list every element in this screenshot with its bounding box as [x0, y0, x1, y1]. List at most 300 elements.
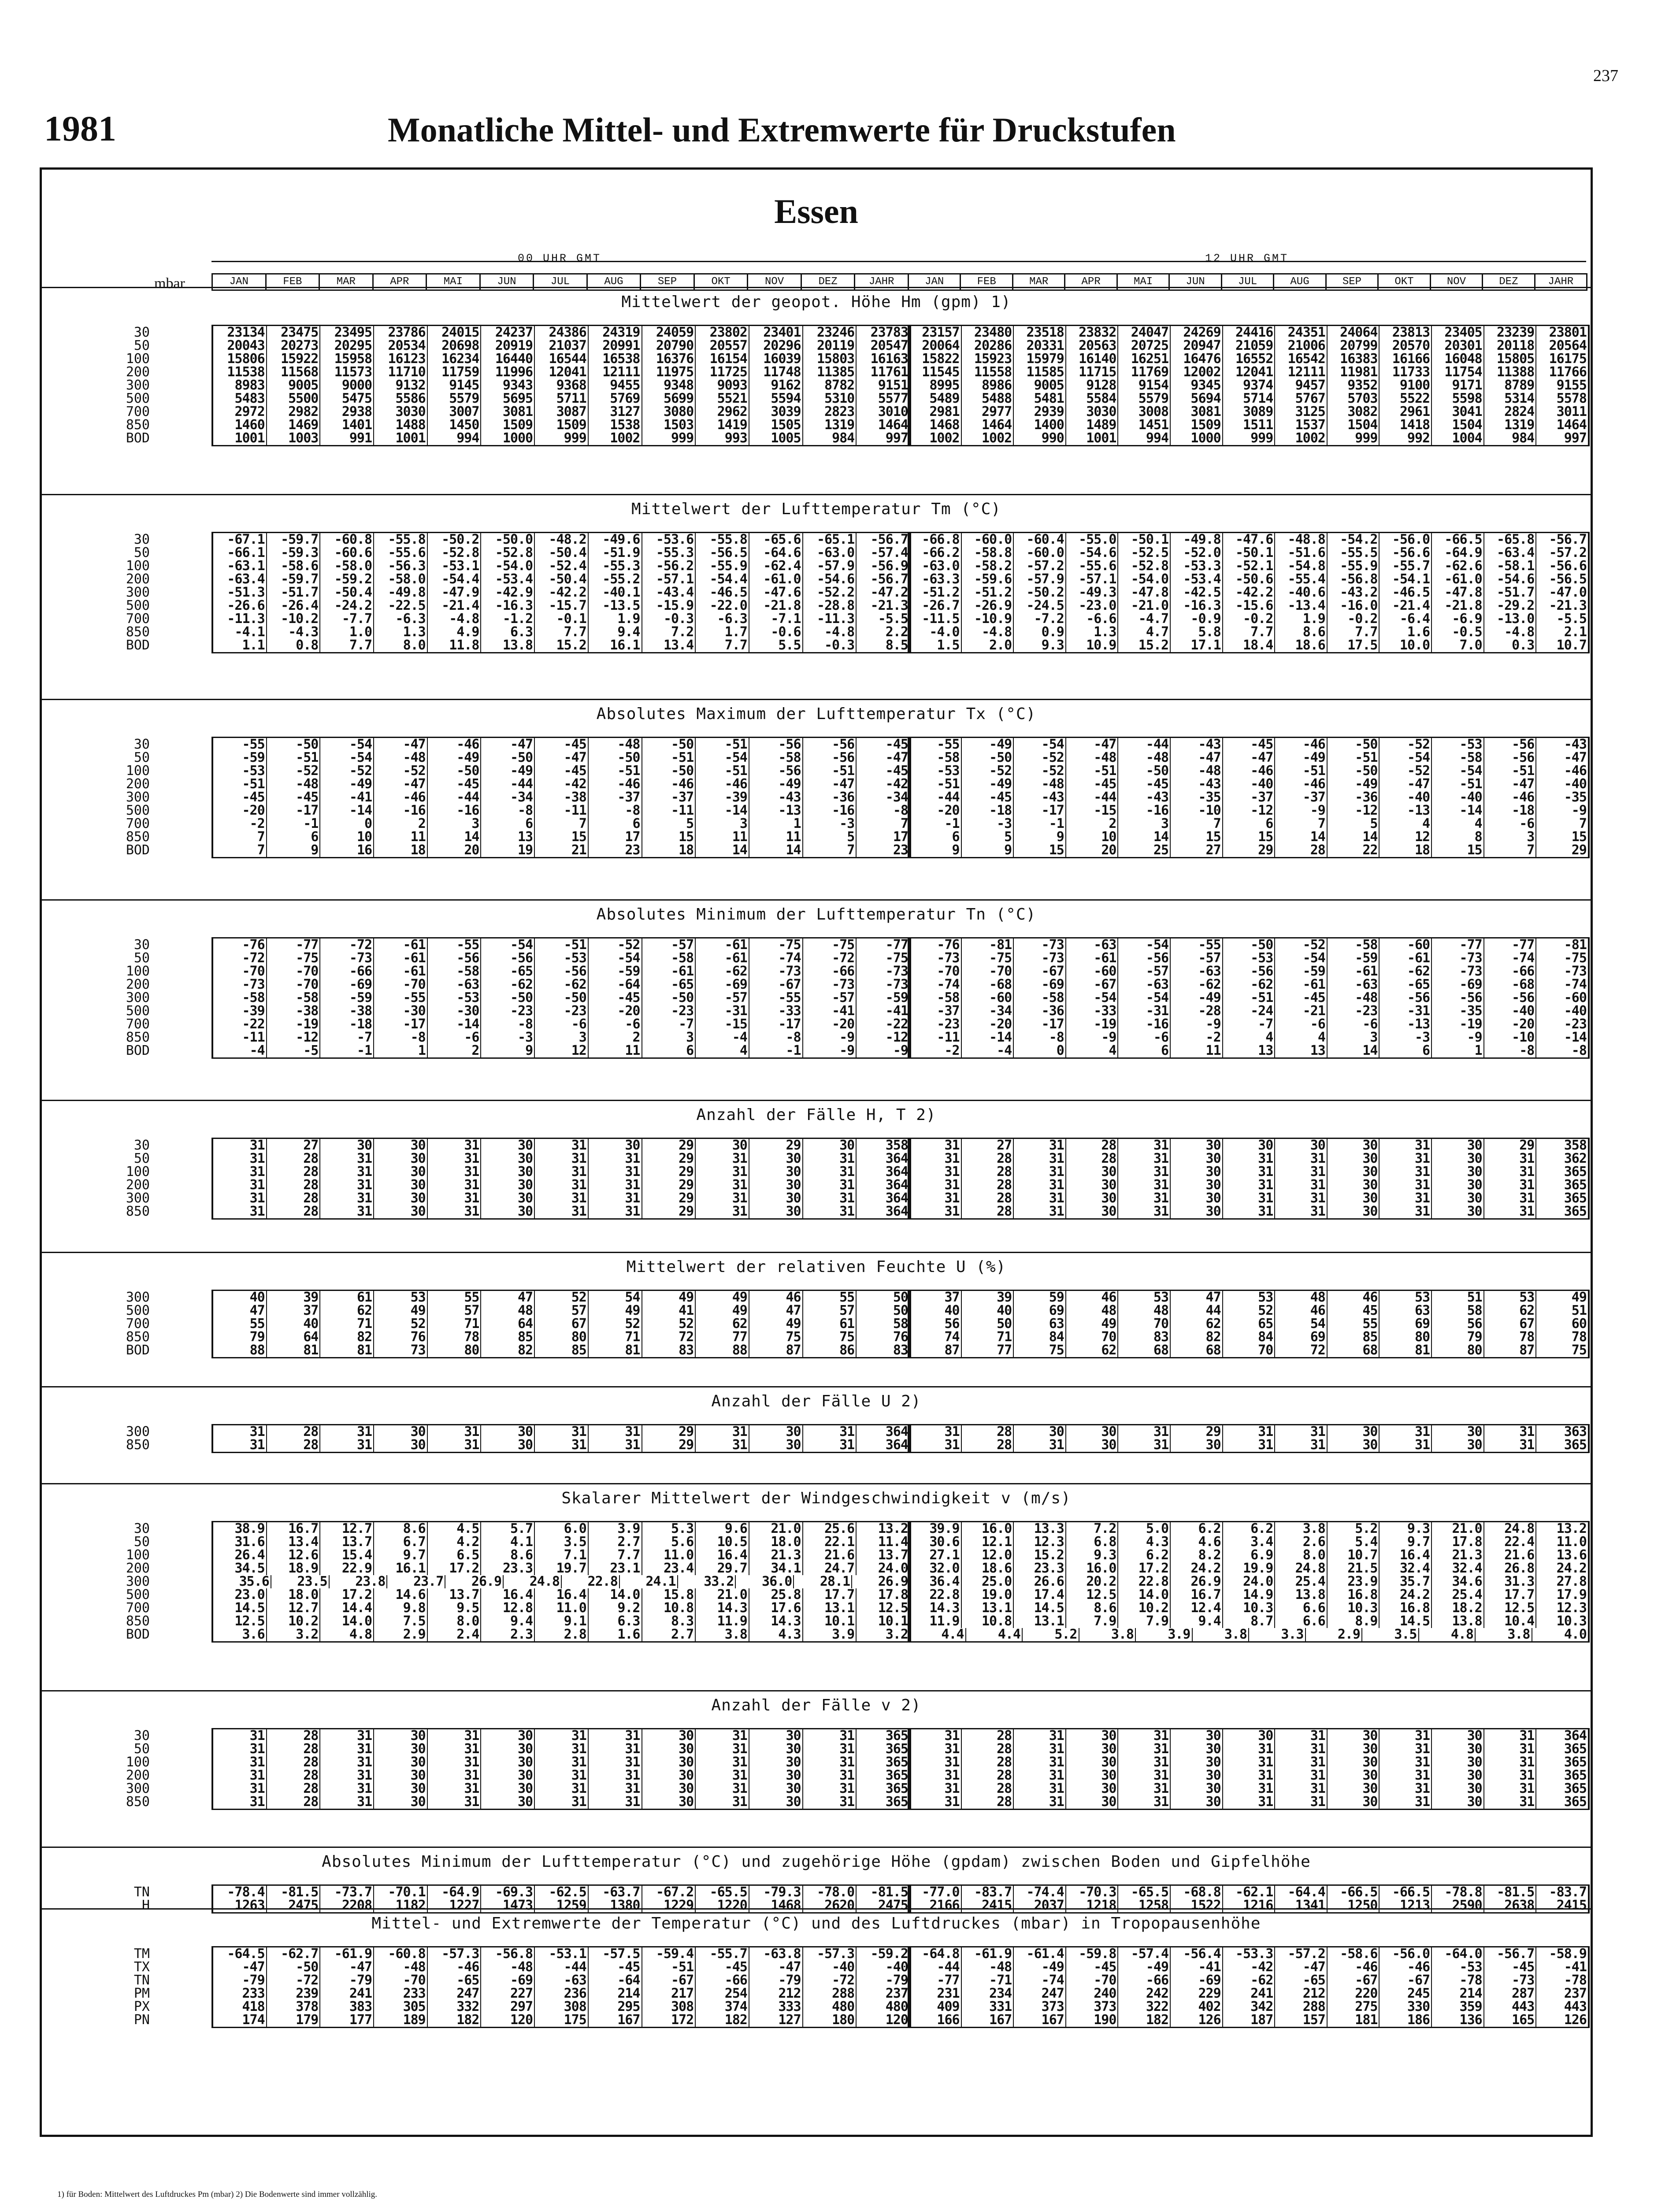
table-cell: 480	[885, 2000, 908, 2014]
column-header	[40, 251, 1593, 292]
table-cell: 71	[589, 1331, 642, 1344]
table-cell: 9155	[1556, 379, 1587, 392]
table-cell: 16.0	[962, 1522, 1014, 1535]
month-header: JAN	[213, 274, 267, 289]
table-cell: 3	[1484, 831, 1537, 844]
table-cell: 31	[1014, 1152, 1066, 1165]
table-cell: -50	[589, 751, 642, 764]
table-cell: 295	[589, 2000, 642, 2014]
table-cell: 31	[1484, 1205, 1537, 1218]
table-cell: -75	[267, 952, 321, 965]
table-cell: 31	[213, 1756, 267, 1769]
table-cell: 11.0	[642, 1549, 696, 1562]
table-cell: -70.1	[374, 1886, 428, 1899]
table-cell: -58	[1432, 751, 1484, 764]
table-cell: -58	[1014, 991, 1066, 1005]
row-label: 700	[126, 1016, 150, 1032]
table-cell: 31	[909, 1729, 962, 1743]
table-cell: -46	[1484, 791, 1537, 804]
table-cell: 21.3	[1432, 1549, 1484, 1562]
table-row	[909, 1179, 1588, 1192]
table-row	[909, 804, 1588, 817]
table-cell: -51	[1223, 991, 1276, 1005]
table-cell: -16.0	[1328, 599, 1380, 612]
table-cell: 31	[1118, 1165, 1171, 1179]
table-cell: 31	[1118, 1769, 1171, 1782]
table-cell: -49	[481, 764, 535, 778]
table-cell: -6.6	[1066, 612, 1119, 626]
row-label: 50	[134, 338, 150, 353]
table-cell: 9348	[642, 379, 696, 392]
table-cell: -11	[213, 1031, 267, 1044]
table-cell: 30.6	[909, 1535, 962, 1549]
table-cell: -55	[213, 738, 267, 751]
table-cell: 16163	[870, 352, 908, 366]
table-cell: -56	[803, 738, 857, 751]
table-cell: -72	[267, 1974, 321, 1987]
table-cell: 237	[1564, 1987, 1587, 2000]
table-cell: 26.8	[1484, 1562, 1537, 1575]
table-cell: -61.9	[962, 1947, 1014, 1961]
table-cell: 61	[320, 1291, 374, 1304]
table-cell: 2.9	[1306, 1628, 1363, 1641]
table-cell: 3.8	[1476, 1628, 1532, 1641]
table-cell: 1000	[481, 432, 535, 445]
table-cell: 49	[642, 1291, 696, 1304]
table-cell: 1002	[909, 432, 962, 445]
table-cell: -77	[885, 938, 908, 952]
table-cell: 13.1	[803, 1602, 857, 1615]
table-cell: 13.2	[1556, 1522, 1587, 1535]
table-cell: 81	[320, 1344, 374, 1357]
table-cell: 9005	[267, 379, 321, 392]
table-row	[213, 639, 909, 652]
table-cell: 49	[589, 1304, 642, 1317]
table-cell: 2939	[1014, 405, 1066, 419]
row-label: PX	[134, 1999, 150, 2014]
table-cell: 15	[1014, 844, 1066, 857]
table-cell: -9	[1571, 804, 1587, 817]
table-cell: 2962	[696, 405, 749, 419]
table-cell: 75	[1571, 1344, 1587, 1357]
table-cell: 27.8	[1556, 1575, 1587, 1588]
table-cell: 1473	[481, 1899, 535, 1912]
table-cell: 26.6	[1014, 1575, 1066, 1588]
table-cell: 11.9	[696, 1615, 749, 1628]
table-cell: 48	[1118, 1304, 1171, 1317]
table-cell: 47	[213, 1304, 267, 1317]
table-cell: 6.2	[1223, 1522, 1276, 1535]
table-cell: 29	[1484, 1139, 1537, 1152]
table-cell: 24351	[1275, 326, 1328, 339]
table-cell: -42.2	[535, 586, 589, 599]
table-cell: -63.3	[909, 573, 962, 586]
table-cell: 23801	[1549, 326, 1587, 339]
table-cell: 6.3	[589, 1615, 642, 1628]
table-cell: 30	[642, 1769, 696, 1782]
table-cell: 28	[267, 1729, 321, 1743]
table-cell: 31	[1118, 1729, 1171, 1743]
table-cell: -61	[1380, 952, 1432, 965]
values-12-gmt	[908, 532, 1590, 653]
table-cell: 1002	[962, 432, 1014, 445]
table-cell: -7	[320, 1031, 374, 1044]
row-label: 30	[134, 1138, 150, 1153]
table-cell: -23	[909, 1018, 962, 1031]
table-cell: 30	[1432, 1179, 1484, 1192]
table-cell: -49	[320, 778, 374, 791]
table-cell: -19	[267, 1018, 321, 1031]
table-cell: -48.8	[1275, 533, 1328, 546]
table-row	[909, 844, 1588, 857]
table-cell: -59.4	[642, 1947, 696, 1961]
table-cell: 15	[1571, 831, 1587, 844]
table-cell: 12.4	[1171, 1602, 1223, 1615]
table-cell: 28	[962, 1729, 1014, 1743]
table-cell: 3.8	[1275, 1522, 1328, 1535]
table-cell: -78.8	[1432, 1886, 1484, 1899]
table-cell: -54.2	[1328, 533, 1380, 546]
table-cell: 30	[481, 1782, 535, 1795]
table-cell: 11769	[1118, 366, 1171, 379]
table-cell: -7.2	[1014, 612, 1066, 626]
table-cell: 2938	[320, 405, 374, 419]
table-cell: 63	[1014, 1317, 1066, 1331]
table-cell: -56	[1484, 991, 1537, 1005]
table-row	[909, 379, 1588, 392]
table-cell: 77	[696, 1331, 749, 1344]
table-cell: -46	[428, 1961, 482, 1974]
table-cell: 5584	[1066, 392, 1119, 405]
month-header: AUG	[588, 274, 642, 289]
table-cell: 3.2	[267, 1628, 321, 1641]
table-cell: -51.7	[1484, 586, 1537, 599]
table-cell: 236	[535, 1987, 589, 2000]
table-cell: 6.0	[535, 1522, 589, 1535]
table-cell: -51	[696, 738, 749, 751]
table-cell: -58	[428, 965, 482, 978]
table-cell: 9005	[1014, 379, 1066, 392]
table-cell: 365	[1564, 1205, 1587, 1218]
table-cell: 24319	[589, 326, 642, 339]
table-cell: 15806	[213, 352, 267, 366]
table-cell: 31	[909, 1425, 962, 1439]
table-cell: 20286	[962, 339, 1014, 352]
table-cell: 31	[803, 1743, 857, 1756]
table-cell: 365	[885, 1769, 908, 1782]
table-cell: -18	[320, 1018, 374, 1031]
month-header: JAN	[909, 274, 961, 289]
table-cell: -24.2	[320, 599, 374, 612]
table-cell: -26.7	[909, 599, 962, 612]
table-cell: -77	[1484, 938, 1537, 952]
table-cell: 23246	[803, 326, 857, 339]
table-cell: 30	[749, 1165, 803, 1179]
table-cell: 12.3	[1556, 1602, 1587, 1615]
table-cell: 6	[1223, 817, 1276, 831]
table-cell: 4.3	[1118, 1535, 1171, 1549]
table-cell: 16.4	[1380, 1549, 1432, 1562]
table-cell: 1419	[696, 419, 749, 432]
table-cell: 3125	[1275, 405, 1328, 419]
table-cell: -60.8	[374, 1947, 428, 1961]
table-cell: 23783	[870, 326, 908, 339]
table-cell: -49.6	[589, 533, 642, 546]
table-cell: -54.6	[803, 573, 857, 586]
row-label: 100	[126, 763, 150, 779]
table-cell: -59.7	[267, 573, 321, 586]
table-cell: 21.5	[1328, 1562, 1380, 1575]
table-cell: 31	[213, 1205, 267, 1218]
table-cell: -48	[267, 778, 321, 791]
table-cell: -45	[1484, 1961, 1537, 1974]
row-label: 100	[126, 558, 150, 574]
table-cell: -65.8	[1484, 533, 1537, 546]
table-cell: 52	[1223, 1304, 1276, 1317]
table-cell: 24.7	[803, 1562, 857, 1575]
table-cell: 3.9	[589, 1522, 642, 1535]
table-cell: 30	[374, 1152, 428, 1165]
table-cell: -79	[885, 1974, 908, 1987]
table-cell: 9345	[1171, 379, 1223, 392]
table-row	[213, 1192, 909, 1205]
row-label: BOD	[126, 1343, 150, 1358]
table-cell: -70	[267, 978, 321, 991]
table-cell: 31	[696, 1192, 749, 1205]
table-cell: 31	[320, 1729, 374, 1743]
table-cell: 25.4	[1432, 1588, 1484, 1602]
table-cell: -51.6	[1275, 546, 1328, 560]
table-cell: 30	[1432, 1205, 1484, 1218]
table-cell: 9128	[1066, 379, 1119, 392]
table-cell: -60	[1564, 991, 1587, 1005]
table-cell: 1509	[535, 419, 589, 432]
row-label: 850	[126, 1030, 150, 1045]
table-cell: -63.4	[1484, 546, 1537, 560]
table-cell: 62	[696, 1317, 749, 1331]
table-cell: 17.2	[1118, 1562, 1171, 1575]
table-cell: 1319	[1484, 419, 1537, 432]
table-cell: -47.6	[1223, 533, 1276, 546]
table-cell: -51	[589, 764, 642, 778]
table-cell: 61	[803, 1317, 857, 1331]
table-cell: 1464	[962, 419, 1014, 432]
table-cell: 31	[1014, 1756, 1066, 1769]
table-row	[213, 419, 909, 432]
table-cell: 55	[213, 1317, 267, 1331]
table-cell: 1488	[374, 419, 428, 432]
table-cell: 34.6	[1432, 1575, 1484, 1588]
table-cell: -53	[1432, 738, 1484, 751]
table-cell: 23	[893, 844, 908, 857]
table-cell: 30	[1328, 1205, 1380, 1218]
table-cell: 2	[374, 817, 428, 831]
table-cell: -43	[749, 791, 803, 804]
table-cell: 30	[1328, 1795, 1380, 1809]
table-cell: 31	[1118, 1192, 1171, 1205]
table-cell: -6	[1484, 817, 1537, 831]
table-cell: -60.0	[1014, 546, 1066, 560]
table-cell: -1	[1014, 817, 1066, 831]
table-cell: -57.2	[1549, 546, 1587, 560]
table-cell: 8995	[909, 379, 962, 392]
table-cell: -45	[885, 738, 908, 751]
table-cell: 181	[1328, 2014, 1380, 2027]
table-cell: -37	[589, 791, 642, 804]
table-cell: -14	[1432, 804, 1484, 817]
table-section	[40, 1485, 1593, 1648]
table-cell: 1489	[1066, 419, 1119, 432]
table-cell: 332	[428, 2000, 482, 2014]
table-cell: 30	[1066, 1756, 1119, 1769]
table-cell: -45	[1066, 778, 1119, 791]
table-cell: -0.5	[1432, 626, 1484, 639]
table-cell: -1.2	[481, 612, 535, 626]
table-cell: 9093	[696, 379, 749, 392]
table-cell: 3.5	[535, 1535, 589, 1549]
table-cell: -57.9	[1014, 573, 1066, 586]
table-cell: 402	[1171, 2000, 1223, 2014]
table-cell: 6	[909, 831, 962, 844]
table-cell: 172	[642, 2014, 696, 2027]
table-cell: 30	[1171, 1152, 1223, 1165]
table-cell: -49	[1328, 778, 1380, 791]
table-cell: 31	[589, 1729, 642, 1743]
table-cell: 82	[481, 1344, 535, 1357]
table-cell: -56.6	[1549, 560, 1587, 573]
table-cell: 2.2	[885, 626, 908, 639]
table-cell: -55.6	[1066, 560, 1119, 573]
table-cell: 30	[1328, 1743, 1380, 1756]
table-cell: -64.6	[749, 546, 803, 560]
table-cell: 4	[1432, 817, 1484, 831]
table-cell: -67	[1380, 1974, 1432, 1987]
table-cell: 165	[1484, 2014, 1537, 2027]
table-cell: -40.1	[589, 586, 642, 599]
table-row	[213, 1628, 909, 1641]
table-cell: -14	[320, 804, 374, 817]
table-cell: 10.4	[1484, 1615, 1537, 1628]
table-cell: 24269	[1171, 326, 1223, 339]
table-cell: 18.9	[267, 1562, 321, 1575]
table-cell: 18	[642, 844, 696, 857]
table-cell: 31	[696, 1795, 749, 1809]
table-cell: 1537	[1275, 419, 1328, 432]
table-cell: 1504	[1432, 419, 1484, 432]
table-cell: 23	[589, 844, 642, 857]
table-cell: 16552	[1223, 352, 1276, 366]
table-row	[213, 2000, 909, 2014]
table-row	[909, 1886, 1588, 1899]
table-row	[909, 978, 1588, 991]
table-cell: 16	[320, 844, 374, 857]
table-cell: 16.0	[1066, 1562, 1119, 1575]
table-cell: 31	[428, 1425, 482, 1439]
table-cell: 31	[320, 1769, 374, 1782]
table-cell: -6.4	[1380, 612, 1432, 626]
table-cell: 7.7	[1328, 626, 1380, 639]
table-row	[909, 1743, 1588, 1756]
table-cell: 3.8	[1193, 1628, 1250, 1641]
table-cell: 31	[589, 1179, 642, 1192]
table-cell: 68	[1328, 1344, 1380, 1357]
table-cell: 22.4	[1484, 1535, 1537, 1549]
table-cell: 180	[803, 2014, 857, 2027]
table-cell: 30	[1171, 1179, 1223, 1192]
table-cell: -5.5	[878, 612, 908, 626]
table-cell: 31	[589, 1795, 642, 1809]
table-cell: 15	[1432, 844, 1484, 857]
table-cell: -47	[1171, 751, 1223, 764]
table-cell: 31	[909, 1795, 962, 1809]
table-cell: -40	[885, 1961, 908, 1974]
table-cell: -52.1	[1223, 560, 1276, 573]
table-cell: 31	[696, 1756, 749, 1769]
table-cell: -28	[1171, 1005, 1223, 1018]
table-cell: 15805	[1484, 352, 1537, 366]
table-cell: 31	[1118, 1795, 1171, 1809]
table-row	[213, 778, 909, 791]
table-cell: 24.8	[504, 1575, 562, 1588]
table-cell: 31	[1380, 1769, 1432, 1782]
table-cell: -51	[213, 778, 267, 791]
row-label: 100	[126, 964, 150, 979]
table-cell: 12111	[1275, 366, 1328, 379]
table-row	[213, 991, 909, 1005]
table-cell: 11568	[267, 366, 321, 379]
table-cell: 1505	[749, 419, 803, 432]
values-00-gmt	[211, 737, 911, 858]
table-cell: 35.7	[1380, 1575, 1432, 1588]
table-cell: -45	[589, 1961, 642, 1974]
table-row	[213, 1005, 909, 1018]
table-cell: 31	[1275, 1425, 1328, 1439]
table-cell: -9	[1171, 1018, 1223, 1031]
month-header: FEB	[961, 274, 1013, 289]
table-row	[213, 586, 909, 599]
table-cell: 11573	[320, 366, 374, 379]
table-cell: 24.2	[1556, 1562, 1587, 1575]
table-cell: 30	[1171, 1769, 1223, 1782]
table-cell: 31	[803, 1179, 857, 1192]
table-cell: 69	[1380, 1317, 1432, 1331]
table-cell: 67	[1484, 1317, 1537, 1331]
table-cell: 31	[428, 1729, 482, 1743]
table-cell: 27	[1171, 844, 1223, 857]
table-cell: -46	[1564, 764, 1587, 778]
table-cell: 7.2	[1066, 1522, 1119, 1535]
table-cell: 229	[1171, 1987, 1223, 2000]
table-cell: 68	[1118, 1344, 1171, 1357]
table-cell: 23.3	[481, 1562, 535, 1575]
table-cell: 24059	[642, 326, 696, 339]
table-cell: 31	[909, 1756, 962, 1769]
table-cell: -67	[1014, 965, 1066, 978]
table-cell: 14	[1328, 831, 1380, 844]
table-cell: -56.3	[374, 560, 428, 573]
table-cell: -81.5	[267, 1886, 321, 1899]
table-cell: -51	[642, 751, 696, 764]
table-row	[909, 1549, 1588, 1562]
table-cell: -52	[1380, 738, 1432, 751]
table-cell: -4.8	[1484, 626, 1537, 639]
table-cell: 26.9	[878, 1575, 908, 1588]
table-cell: 56	[909, 1317, 962, 1331]
table-cell: 40	[962, 1304, 1014, 1317]
table-cell: 1.0	[320, 626, 374, 639]
table-cell: 27	[267, 1139, 321, 1152]
table-cell: 3080	[642, 405, 696, 419]
